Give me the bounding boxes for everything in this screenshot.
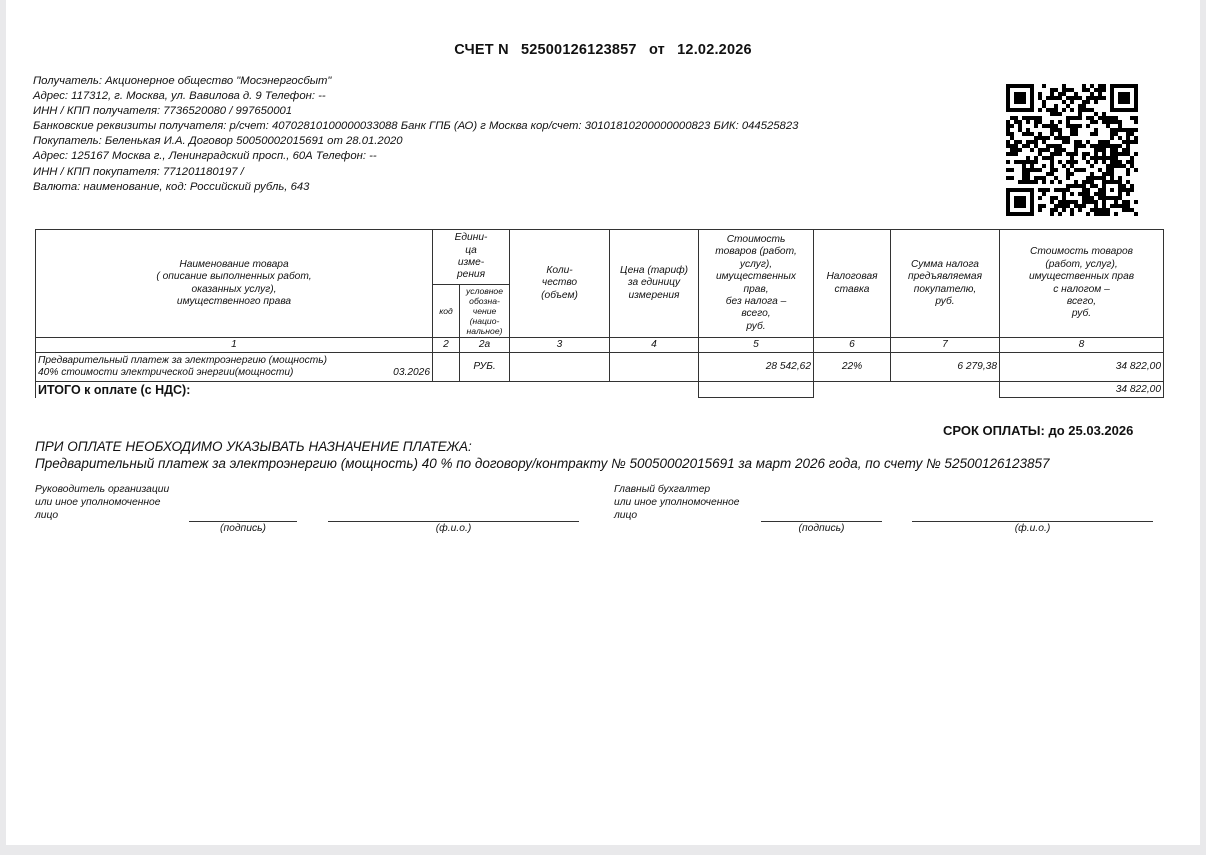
accountant-name-line xyxy=(912,521,1153,522)
header-tax-sum: Сумма налога предъявляемая покупателю, руб. xyxy=(891,230,1000,338)
recipient: Получатель: Акционерное общество "Мосэнергосбыт" xyxy=(33,75,332,87)
table-row xyxy=(36,353,1164,382)
col-number: 2 xyxy=(433,338,460,353)
accountant-signature-label: Главный бухгалтер или иное уполномоченное лицо xyxy=(614,484,740,521)
currency: Валюта: наименование, код: Российский рубль, 643 xyxy=(33,180,310,193)
header-tax-rate: Налоговая ставка xyxy=(814,230,891,338)
header-cost-with-tax: Стоимость товаров (работ, услуг), имущественных прав с налогом – всего, руб. xyxy=(1000,230,1164,338)
col-number: 8 xyxy=(1000,338,1164,353)
recipient-inn: ИНН / КПП получателя: 7736520080 / 997650001 xyxy=(33,105,293,118)
row-period: 03.2026 xyxy=(393,367,430,379)
col-number: 1 xyxy=(36,338,433,353)
row-cost-without-tax: 28 542,62 xyxy=(699,353,814,382)
total-empty-cell xyxy=(699,382,814,398)
head-name-line xyxy=(328,521,579,522)
row-cost-with-tax: 34 822,00 xyxy=(1000,353,1164,382)
invoice-details xyxy=(33,74,798,195)
header-cost-without-tax: Стоимость товаров (работ, услуг), имущественных прав, без налога – всего, руб. xyxy=(699,230,814,338)
row-name xyxy=(36,353,433,382)
total-empty-cell xyxy=(814,382,1000,398)
accountant-sign-caption: (подпись) xyxy=(798,523,845,534)
invoice-table xyxy=(35,229,1164,398)
row-tax-rate: 22% xyxy=(814,353,891,382)
row-name-line2: 40% стоимости электрической энергии(мощности) xyxy=(38,367,294,379)
payment-notice xyxy=(35,438,1050,472)
col-number: 2а xyxy=(460,338,510,353)
row-price xyxy=(610,353,699,382)
total-row xyxy=(36,382,1164,398)
row-unit-symbol: РУБ. xyxy=(460,353,510,382)
title-from-label: от xyxy=(648,42,665,58)
invoice-date: 12.02.2026 xyxy=(677,42,752,58)
accountant-signature-line xyxy=(761,521,882,522)
buyer-address: Адрес: 125167 Москва г., Ленинградский просп., 60А Телефон: -- xyxy=(33,150,377,163)
qr-code-icon xyxy=(1006,84,1138,216)
payment-due: СРОК ОПЛАТЫ: до 25.03.2026 xyxy=(943,423,1134,438)
header-unit-code: код xyxy=(433,285,460,338)
accountant-name-caption: (ф.и.о.) xyxy=(1014,523,1051,534)
invoice-number: 52500126123857 xyxy=(521,42,637,58)
total-value: 34 822,00 xyxy=(1000,382,1164,398)
head-sign-caption: (подпись) xyxy=(220,523,266,534)
row-tax-sum: 6 279,38 xyxy=(891,353,1000,382)
head-signature-line xyxy=(189,521,297,522)
col-number: 6 xyxy=(814,338,891,353)
payment-purpose: Предварительный платеж за электроэнергию (мощность) 40 % по договору/контракту № 50050002015691 за март 2026 года, по счету № 52500126123857 xyxy=(35,456,1050,471)
notice-heading: ПРИ ОПЛАТЕ НЕОБХОДИМО УКАЗЫВАТЬ НАЗНАЧЕНИЕ ПЛАТЕЖА: xyxy=(35,439,472,454)
recipient-address: Адрес: 117312, г. Москва, ул. Вавилова д. 9 Телефон: -- xyxy=(33,90,326,103)
buyer-inn: ИНН / КПП покупателя: 771201180197 / xyxy=(33,165,244,178)
col-number: 4 xyxy=(610,338,699,353)
invoice-title xyxy=(6,42,1200,58)
header-unit-symbol: условное обозна- чение (нацио- нальное) xyxy=(460,285,510,338)
buyer: Покупатель: Беленькая И.А. Договор 50050002015691 от 28.01.2020 xyxy=(33,135,403,148)
column-numbers-row xyxy=(36,338,1164,353)
title-label: СЧЕТ N xyxy=(454,42,509,58)
header-price: Цена (тариф) за единицу измерения xyxy=(610,230,699,338)
bank-details: Банковские реквизиты получателя: р/счет: 40702810100000033088 Банк ГПБ (АО) г Москва кор/счет: 30101810200000000823 БИК: 044525823 xyxy=(33,120,799,133)
header-name: Наименование товара ( описание выполненных работ, оказанных услуг), имущественного права xyxy=(36,230,433,338)
header-unit: Едини- ца изме- рения xyxy=(433,230,510,285)
total-label: ИТОГО к оплате (с НДС): xyxy=(36,382,699,398)
row-qty xyxy=(510,353,610,382)
header-qty: Коли- чество (объем) xyxy=(510,230,610,338)
row-unit-code xyxy=(433,353,460,382)
col-number: 3 xyxy=(510,338,610,353)
row-name-line1: Предварительный платеж за электроэнергию (мощность) xyxy=(38,355,327,366)
invoice-page xyxy=(6,0,1200,845)
col-number: 7 xyxy=(891,338,1000,353)
head-signature-label: Руководитель организации или иное уполномоченное лицо xyxy=(35,484,170,521)
col-number: 5 xyxy=(699,338,814,353)
head-name-caption: (ф.и.о.) xyxy=(435,523,472,534)
